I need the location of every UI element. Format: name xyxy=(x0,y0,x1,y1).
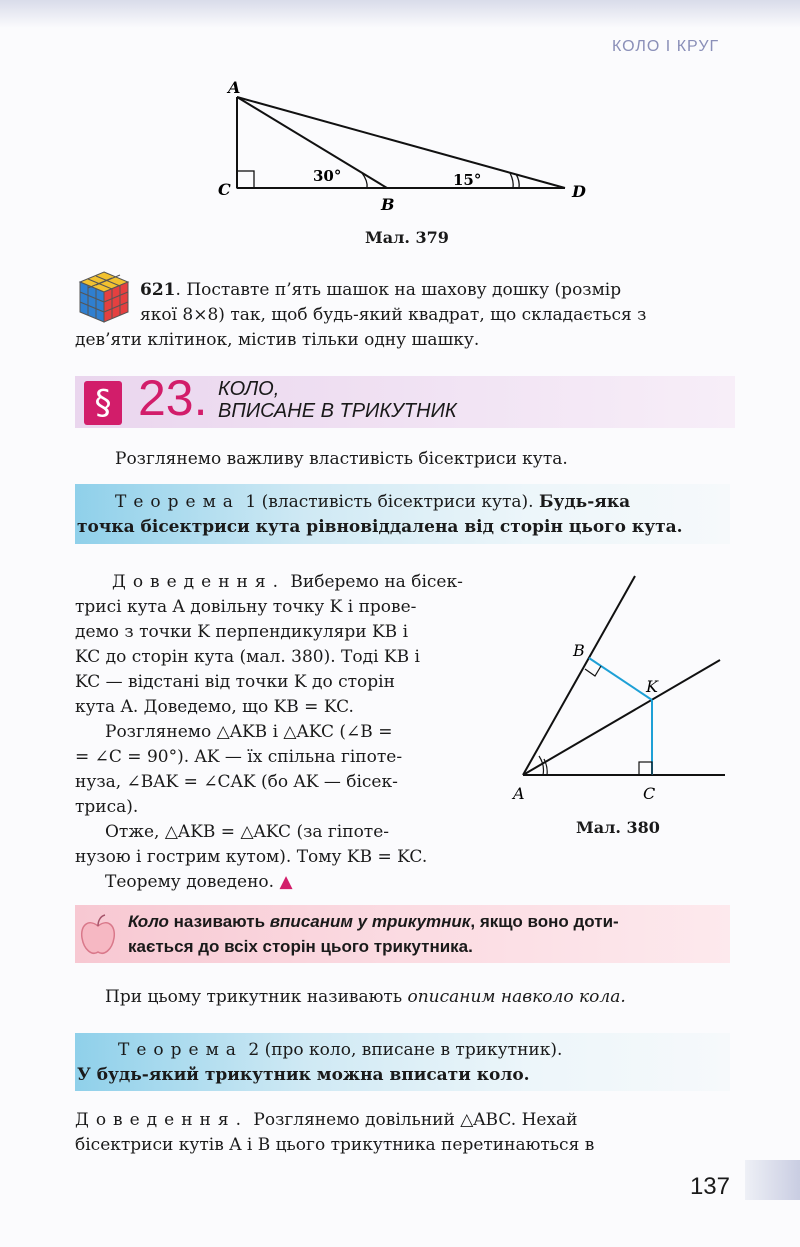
proof1-line6: кута A. Доведемо, що KB = KC. xyxy=(75,697,354,717)
problem-621-line3: дев’яти клітинок, містив тільки одну шашку. xyxy=(75,330,480,350)
angle-arc-15a xyxy=(510,173,513,188)
definition-line2: кається до всіх сторін цього трикутника. xyxy=(128,937,473,956)
problem-621-line2: якої 8×8) так, щоб будь-який квадрат, що складається з xyxy=(140,305,647,325)
proof1-line1: Доведення. Виберемо на бісек- xyxy=(112,572,463,592)
theorem1-line1: Теорема 1 (властивість бісектриси кута). Будь-яка xyxy=(115,492,631,512)
proof1-line8: = ∠C = 90°). AK — їх спільна гіпоте- xyxy=(75,747,403,767)
proof1-line3: демо з точки K перпендикуляри KB і xyxy=(75,622,409,642)
running-header: КОЛО І КРУГ xyxy=(612,38,720,55)
right-angle-mark xyxy=(237,171,254,188)
label-b-380: B xyxy=(573,641,585,660)
bisector-ak xyxy=(523,660,720,775)
caption-380: Мал. 380 xyxy=(576,818,660,837)
end-of-proof-icon: ▲ xyxy=(279,872,293,892)
label-c: C xyxy=(218,180,231,199)
label-a: A xyxy=(228,78,241,97)
proof1-line4: KC до сторін кута (мал. 380). Тоді KB і xyxy=(75,647,420,667)
label-c-380: C xyxy=(643,784,656,803)
proof1-line7: Розглянемо △AKB і △AKC (∠B = xyxy=(105,722,393,742)
label-d: D xyxy=(572,182,586,201)
problem-number: 621 xyxy=(140,280,176,300)
proof1-line10: триса). xyxy=(75,797,139,817)
label-b: B xyxy=(381,195,395,214)
section-sign: § xyxy=(84,381,122,425)
problem-621-line1: 621. Поставте п’ять шашок на шахову дошку (розмір xyxy=(140,280,622,300)
figure-380 xyxy=(505,570,745,815)
right-angle-c xyxy=(639,762,652,775)
angle-15-label: 15° xyxy=(453,171,482,189)
segment-kb xyxy=(589,658,652,700)
section-number: 23. xyxy=(138,370,208,426)
proof1-line11: Отже, △AKB = △AKC (за гіпоте- xyxy=(105,822,390,842)
proof1-line2: трисі кута A довільну точку K і прове- xyxy=(75,597,417,617)
right-angle-b xyxy=(585,666,601,676)
angle-30-label: 30° xyxy=(313,167,342,185)
theorem2-line1: Теорема 2 (про коло, вписане в трикутник). xyxy=(118,1040,563,1060)
page-edge-tab xyxy=(745,1160,800,1200)
page-number: 137 xyxy=(689,1173,730,1200)
definition-line1: Коло називають вписаним у трикутник, якщо воно доти- xyxy=(128,912,619,931)
proof1-line12: нузою і гострим кутом). Тому KB = KC. xyxy=(75,847,428,867)
theorem2-line2: У будь-який трикутник можна вписати коло. xyxy=(77,1065,530,1085)
segment-ab xyxy=(237,97,387,188)
top-gradient xyxy=(0,0,800,28)
proof2-line1: Доведення. Розглянемо довільний △ABC. Нехай xyxy=(75,1110,578,1130)
label-a-380: A xyxy=(513,784,525,803)
intro-text: Розглянемо важливу властивість бісектриси кута. xyxy=(115,449,568,469)
label-k-380: K xyxy=(646,677,658,696)
proof1-line5: KC — відстані від точки K до сторін xyxy=(75,672,395,692)
figure-379 xyxy=(210,75,600,225)
caption-379: Мал. 379 xyxy=(365,228,449,247)
ray-ab xyxy=(523,576,635,775)
proof1-line9: нуза, ∠BAK = ∠CAK (бо AK — бісек- xyxy=(75,772,398,792)
proof1-line13: Теорему доведено. ▲ xyxy=(105,872,293,892)
theorem1-line2: точка бісектриси кута рівновіддалена від сторін цього кута. xyxy=(77,517,683,537)
rubik-cube-icon xyxy=(76,268,132,326)
proof2-line2: бісектриси кутів A і B цього трикутника перетинаються в xyxy=(75,1135,595,1155)
apple-icon xyxy=(78,912,118,960)
definition-note: При цьому трикутник називають описаним навколо кола. xyxy=(105,987,626,1007)
section-title: КОЛО, ВПИСАНЕ В ТРИКУТНИК xyxy=(218,378,457,422)
